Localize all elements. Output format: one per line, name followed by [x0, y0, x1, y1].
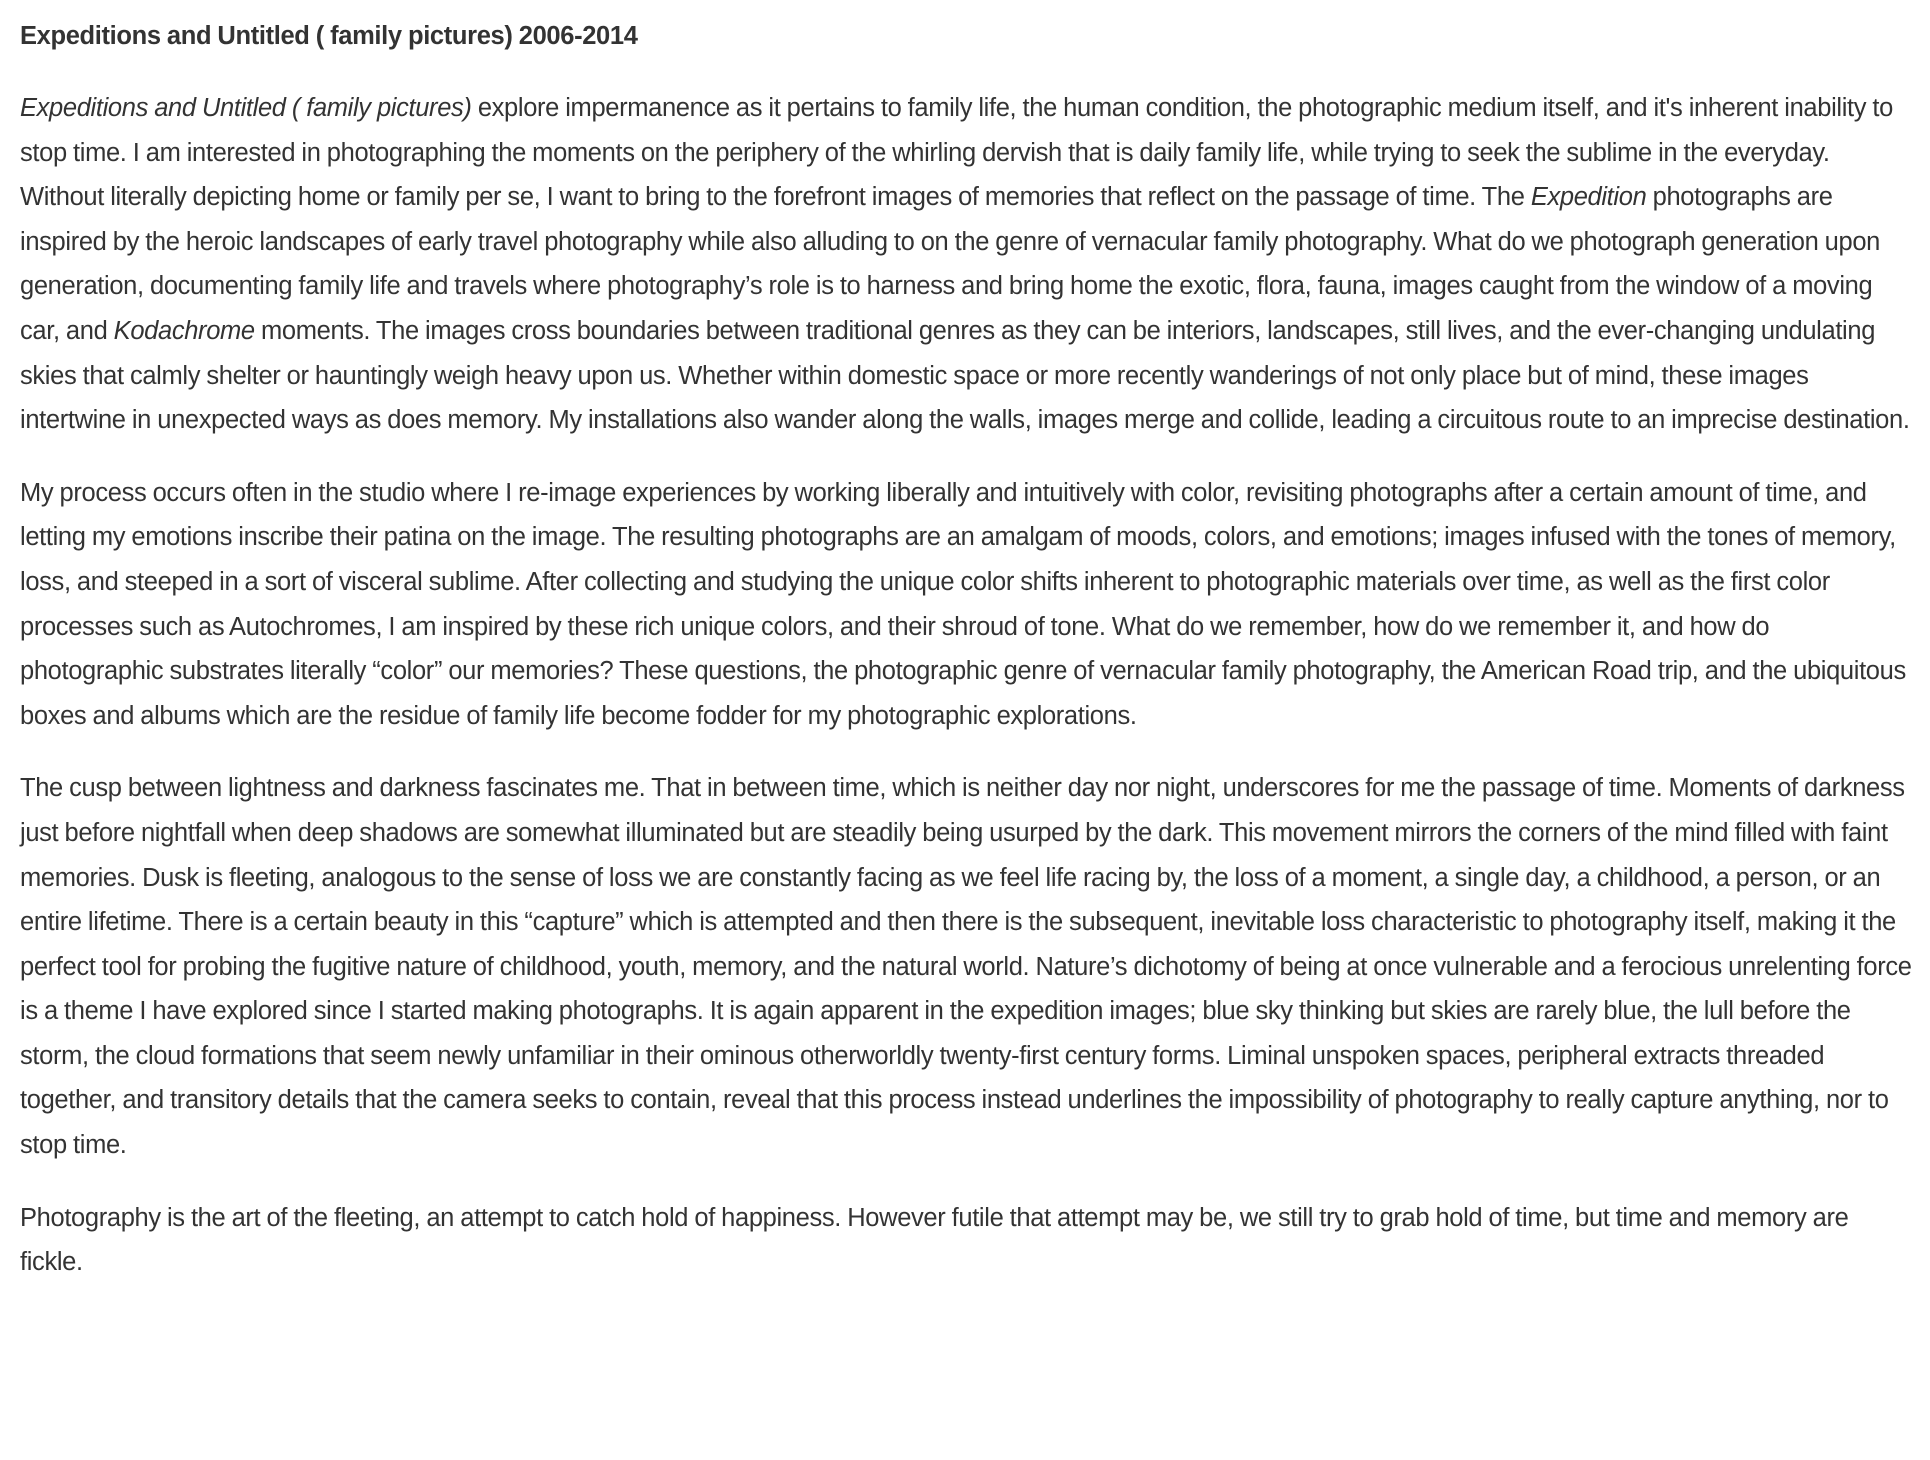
- paragraph-cusp: [20, 766, 1915, 1167]
- text-segment: photographs are inspired by the heroic landscapes of early travel photography while also alluding to on the genre of vernacular family photography. What do we photograph generation upon generation, documenting family life and travels where photography’s role is to harness and bring home the exotic, flora, fauna, images caught from the window of a moving car, and: [20, 183, 1881, 345]
- page-title: Expeditions and Untitled ( family pictures) 2006-2014: [20, 22, 638, 50]
- text-segment: The cusp between lightness and darkness fascinates me. That in between time, which is neither day nor night, underscores for me the passage of time. Moments of darkness just before nightfall when deep shadows are somewhat illuminated but are steadily being usurped by the dark. This movement mirrors the corners of the mind filled with faint memories. Dusk is fleeting, analogous to the sense of loss we are constantly facing as we feel life racing by, the loss of a moment, a single day, a childhood, a person, or an entire lifetime. There is a certain beauty in this “capture” which is attempted and then there is the subsequent, inevitable loss characteristic to photography itself, making it the perfect tool for probing the fugitive nature of childhood, youth, memory, and the natural world. Nature’s dichotomy of being at once vulnerable and a ferocious unrelenting force is a theme I have explored since I started making photographs. It is again apparent in the expedition images; blue sky thinking but skies are rarely blue, the lull before the storm, the cloud formations that seem newly unfamiliar in their ominous otherworldly twenty-first century forms. Liminal unspoken spaces, peripheral extracts threaded together, and transitory details that the camera seeks to contain, reveal that this process instead underlines the impossibility of photography to really capture anything, nor to stop time.: [20, 774, 1912, 1160]
- expedition-italic: Expedition: [1530, 183, 1647, 212]
- text-segment: explore impermanence as it pertains to family life, the human condition, the photographic medium itself, and it's inherent inability to stop time. I am interested in photographing the moments on the periphery of the whirling dervish that is daily family life, while trying to seek the sublime in the everyday. Without literally depicting home or family per se, I want to bring to the forefront images of memories that reflect on the passage of time. The: [20, 94, 1893, 212]
- text-segment: moments. The images cross boundaries between traditional genres as they can be interiors, landscapes, still lives, and the ever-changing undulating skies that calmly shelter or hauntingly weigh heavy upon us. Whether within domestic space or more recently wanderings of not only place but of mind, these images intertwine in unexpected ways as does memory. My installations also wander along the walls, images merge and collide, leading a circuitous route to an imprecise destination.: [20, 316, 1910, 435]
- paragraph-fleeting: [20, 1196, 1915, 1285]
- paragraph-intro: [20, 86, 1915, 443]
- kodachrome-italic: Kodachrome: [113, 316, 255, 345]
- text-segment: My process occurs often in the studio where I re-image experiences by working liberally and intuitively with color, revisiting photographs after a certain amount of time, and letting my emotions inscribe their patina on the image. The resulting photographs are an amalgam of moods, colors, and emotions; images infused with the tones of memory, loss, and steeped in a sort of visceral sublime. After collecting and studying the unique color shifts inherent to photographic materials over time, as well as the first color processes such as Autochromes, I am inspired by these rich unique colors, and their shroud of tone. What do we remember, how do we remember it, and how do photographic substrates literally “color” our memories? These questions, the photographic genre of vernacular family photography, the American Road trip, and the ubiquitous boxes and albums which are the residue of family life become fodder for my photographic explorations.: [20, 478, 1906, 730]
- text-segment: Photography is the art of the fleeting, an attempt to catch hold of happiness. However futile that attempt may be, we still try to grab hold of time, but time and memory are fickle.: [20, 1203, 1849, 1277]
- series-title-italic: Expeditions and Untitled ( family pictures): [20, 94, 472, 122]
- artist-statement: [20, 14, 1915, 1313]
- paragraph-process: [20, 471, 1915, 739]
